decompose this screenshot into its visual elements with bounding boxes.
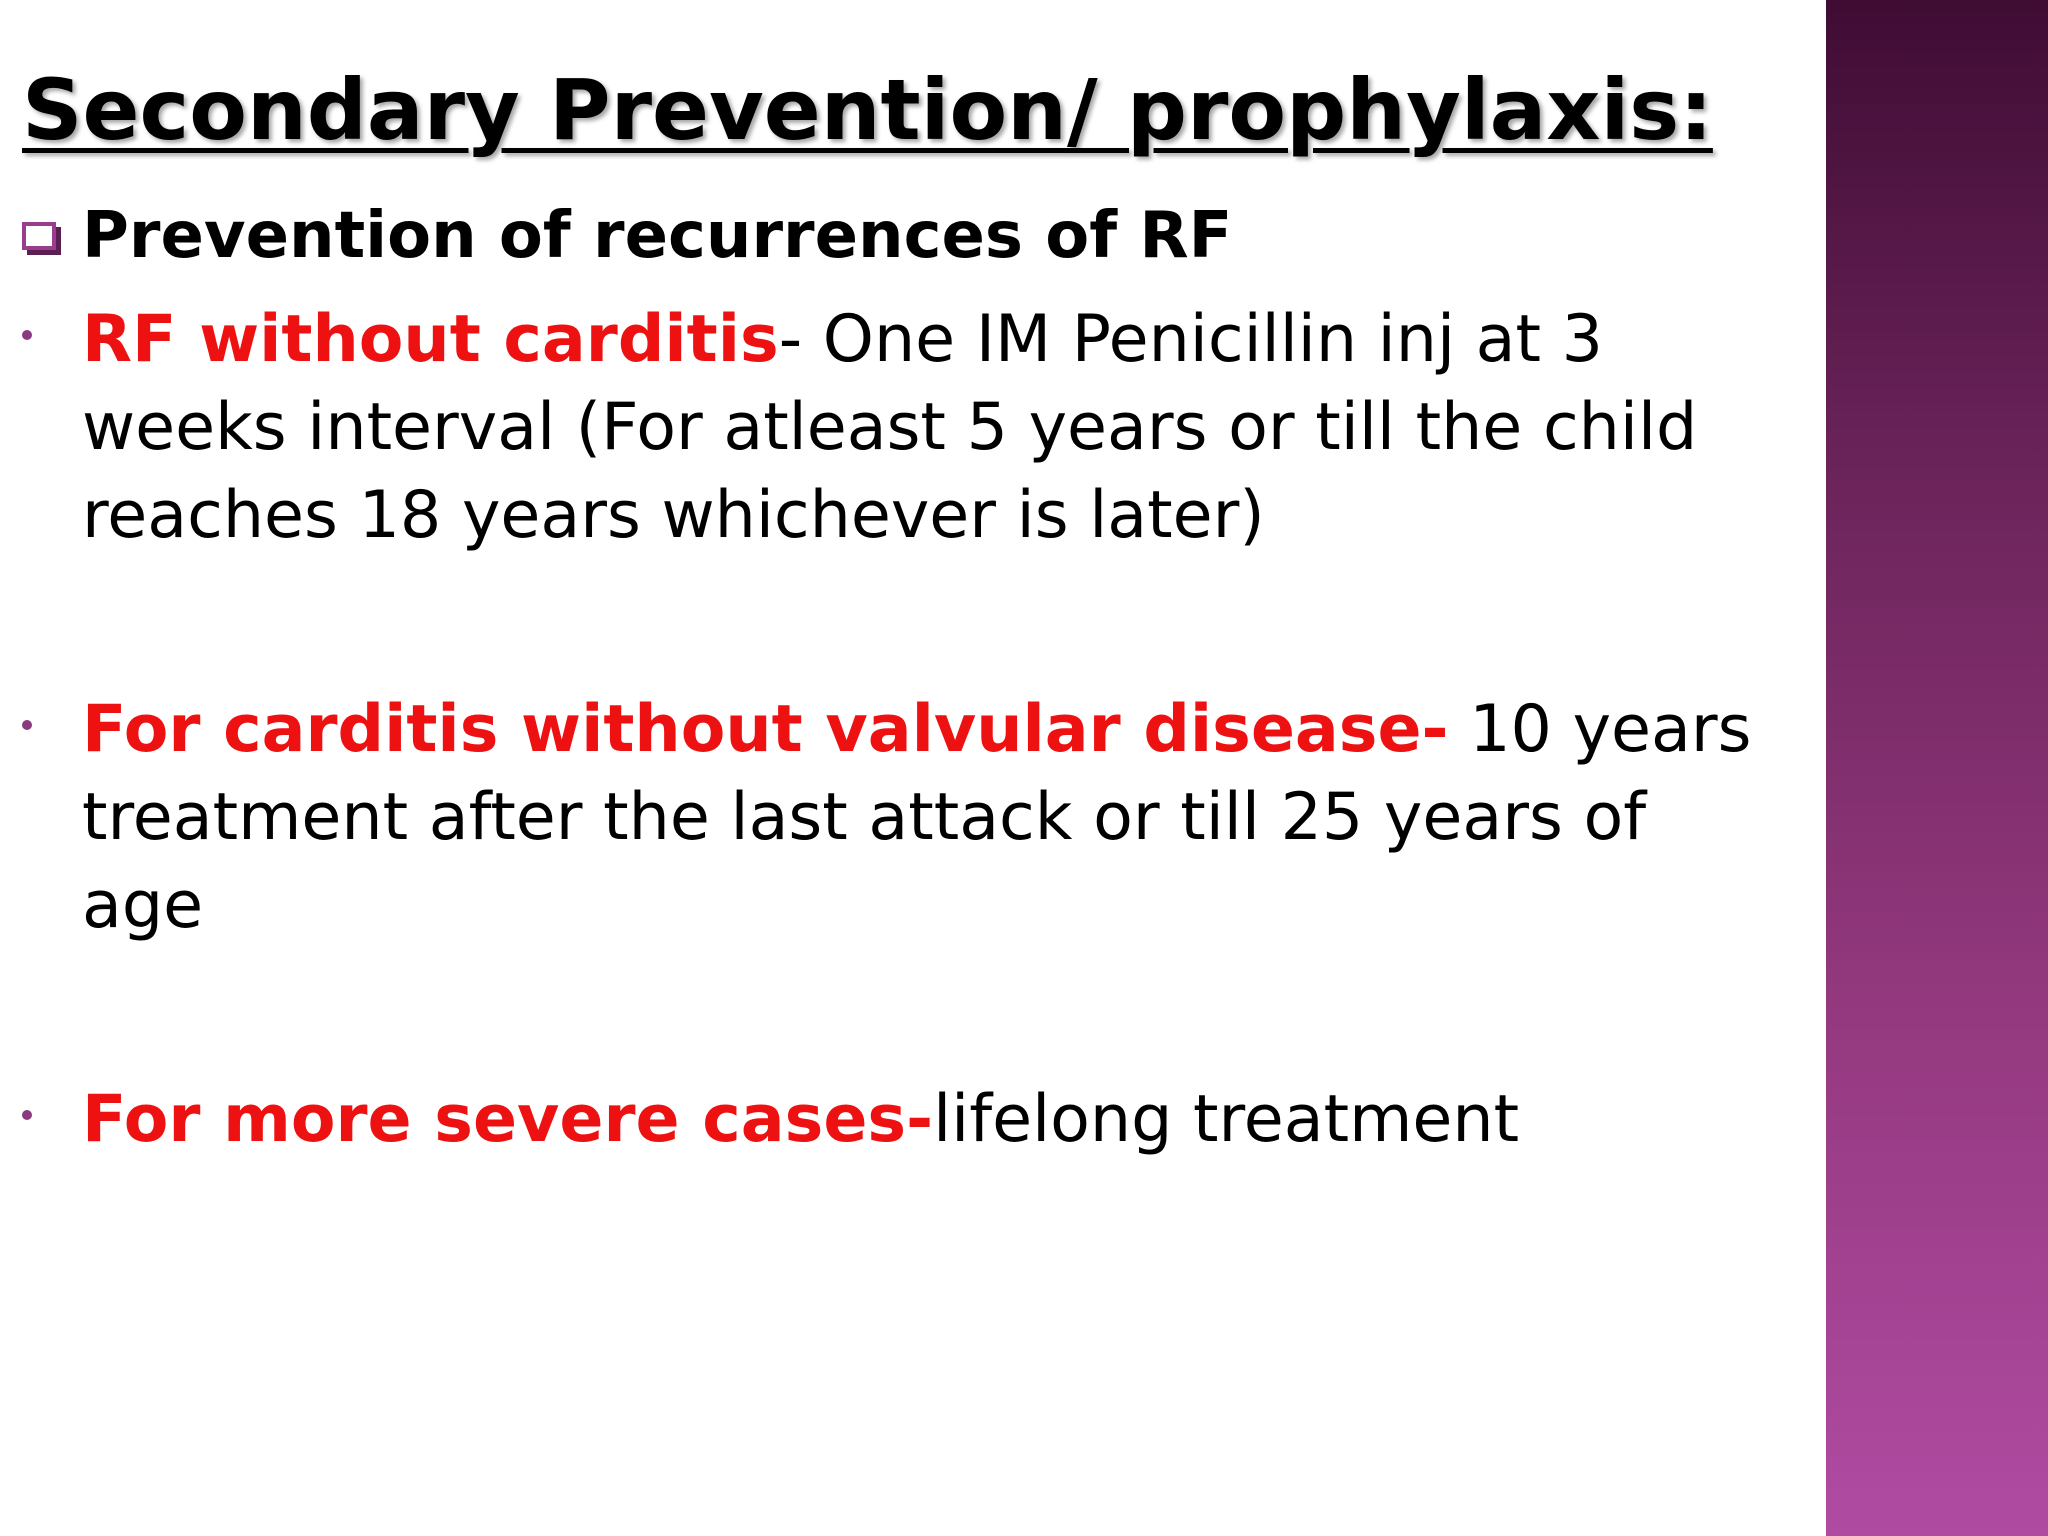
bullet-highlight: For carditis without valvular disease- (82, 692, 1449, 767)
bullet-more-severe-cases (22, 1076, 1762, 1164)
bullet-text (82, 686, 1762, 950)
decorative-side-band (1826, 0, 2048, 1536)
slide-title: Secondary Prevention/ prophylaxis: (22, 61, 1713, 159)
dot-bullet-icon (22, 720, 32, 730)
bullet-carditis-without-valvular-disease (22, 686, 1762, 950)
hollow-square-bullet-icon (22, 222, 56, 250)
bullet-text (82, 1076, 1762, 1164)
dot-bullet-icon (22, 330, 32, 340)
bullet-body: - One IM Penicillin inj at 3 weeks interval (For atleast 5 years or till the child reaches 18 years whichever is later) (82, 302, 1698, 553)
subheading (22, 196, 1232, 276)
bullet-text (82, 296, 1762, 560)
bullet-highlight: For more severe cases- (82, 1082, 934, 1157)
dot-bullet-icon (22, 1110, 32, 1120)
bullet-body: lifelong treatment (933, 1082, 1520, 1157)
subheading-text: Prevention of recurrences of RF (82, 199, 1233, 273)
bullet-rf-without-carditis (22, 296, 1762, 560)
bullet-highlight: RF without carditis (82, 302, 779, 377)
bullet-body: 10 years treatment after the last attack or till 25 years of age (82, 692, 1752, 943)
